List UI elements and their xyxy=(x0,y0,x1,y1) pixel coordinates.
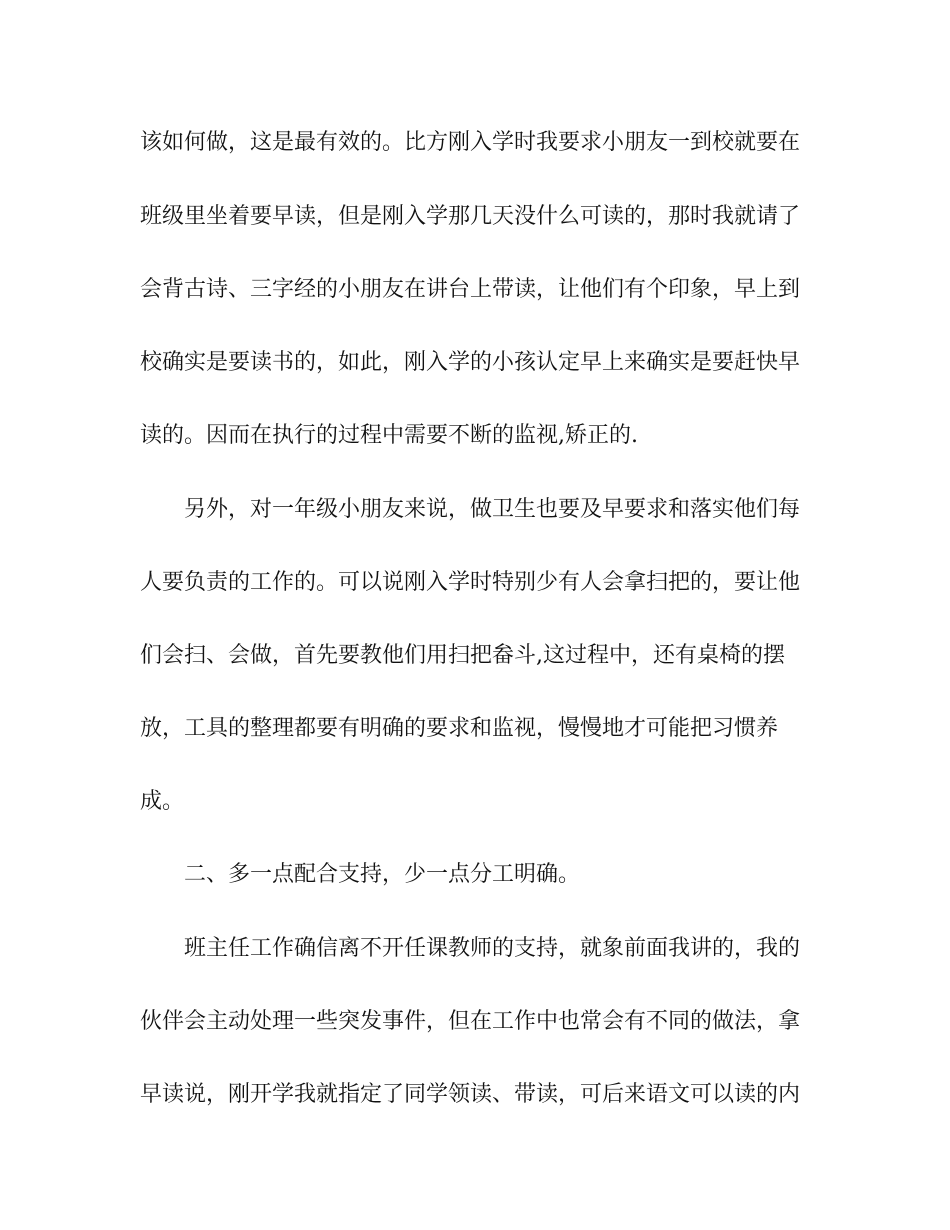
text-line: 们会扫、会做，首先要教他们用扫把畚斗,这过程中，还有桌椅的摆 xyxy=(140,643,785,668)
text-line: 成。 xyxy=(140,789,185,814)
paragraph-first-line: 另外，对一年级小朋友来说，做卫生也要及早要求和落实他们每 xyxy=(184,497,800,522)
paragraph-first-line: 班主任工作确信离不开任课教师的支持，就象前面我讲的，我的 xyxy=(184,936,800,961)
text-line: 人要负责的工作的。可以说刚入学时特别少有人会拿扫把的，要让他 xyxy=(140,570,800,595)
text-line: 读的。因而在执行的过程中需要不断的监视,矫正的. xyxy=(140,423,638,448)
section-heading: 二、多一点配合支持，少一点分工明确。 xyxy=(184,862,581,887)
text-line: 早读说，刚开学我就指定了同学领读、带读，可后来语文可以读的内 xyxy=(140,1082,800,1107)
text-line: 班级里坐着要早读，但是刚入学那几天没什么可读的，那时我就请了 xyxy=(140,204,800,229)
text-line: 会背古诗、三字经的小朋友在讲台上带读，让他们有个印象，早上到 xyxy=(140,277,800,302)
text-line: 放，工具的整理都要有明确的要求和监视，慢慢地才可能把习惯养 xyxy=(140,716,779,741)
text-line: 校确实是要读书的，如此，刚入学的小孩认定早上来确实是要赶快早 xyxy=(140,350,800,375)
text-line: 伙伴会主动处理一些突发事件，但在工作中也常会有不同的做法，拿 xyxy=(140,1009,800,1034)
text-line: 该如何做，这是最有效的。比方刚入学时我要求小朋友一到校就要在 xyxy=(140,130,800,155)
